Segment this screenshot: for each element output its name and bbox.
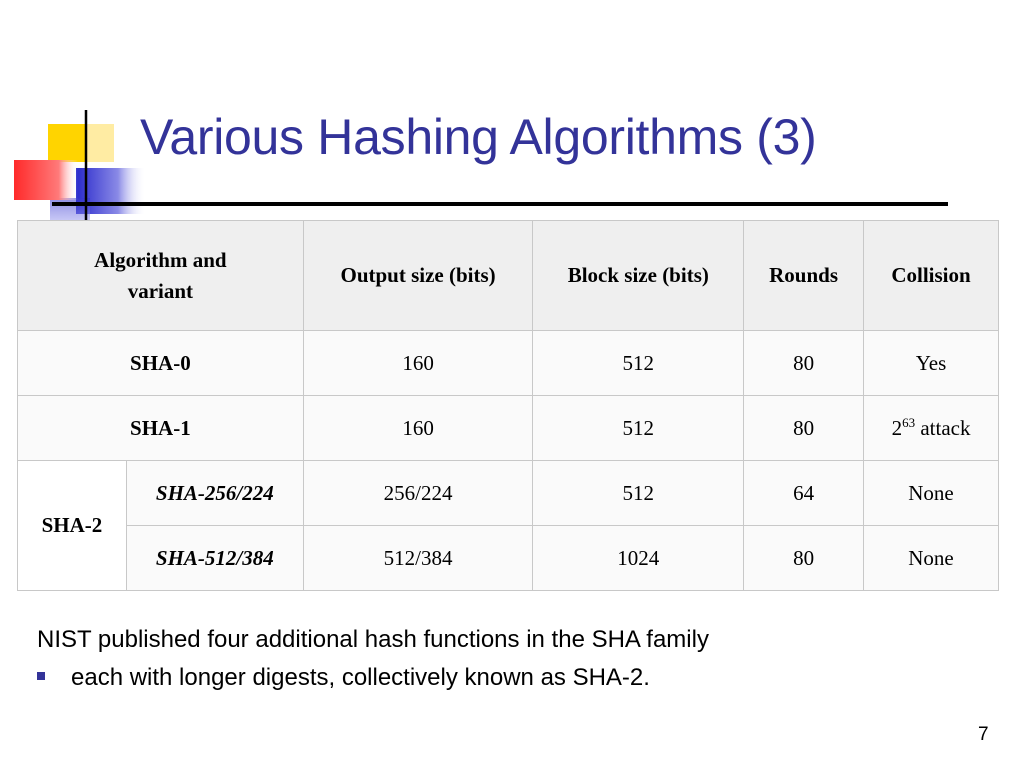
- cell-algorithm: SHA-0: [18, 331, 304, 396]
- header-collision: Collision: [864, 221, 999, 331]
- header-algorithm: Algorithm and variant: [18, 221, 304, 331]
- cell-collision: None: [864, 461, 999, 526]
- table-row-sha1: [18, 396, 999, 461]
- cell-rounds: 64: [744, 461, 864, 526]
- decorative-squares-logo: [0, 0, 150, 230]
- cell-block-size: 512: [533, 396, 744, 461]
- cell-rounds: 80: [744, 331, 864, 396]
- cell-collision: Yes: [864, 331, 999, 396]
- cell-collision: None: [864, 526, 999, 591]
- cell-collision: [864, 396, 999, 461]
- cell-block-size: 1024: [533, 526, 744, 591]
- header-block-size: Block size (bits): [533, 221, 744, 331]
- hash-algorithms-table: [17, 220, 999, 591]
- table-row-sha256: [18, 461, 999, 526]
- cell-output-size: 512/384: [303, 526, 533, 591]
- table-row-sha0: [18, 331, 999, 396]
- cell-rounds: 80: [744, 526, 864, 591]
- cell-rounds: 80: [744, 396, 864, 461]
- bullet-text: each with longer digests, collectively known as SHA-2.: [71, 664, 650, 691]
- cell-output-size: 256/224: [303, 461, 533, 526]
- table-row-sha512: [18, 526, 999, 591]
- cell-block-size: 512: [533, 331, 744, 396]
- title-underline: [52, 202, 948, 206]
- header-output-size: Output size (bits): [303, 221, 533, 331]
- table-header-row: [18, 221, 999, 331]
- bullet-item: [37, 664, 650, 692]
- cell-variant: SHA-256/224: [126, 461, 303, 526]
- cell-family-sha2: SHA-2: [18, 461, 127, 591]
- collision-base: 2: [891, 415, 903, 440]
- bullet-square-icon: [37, 672, 45, 680]
- header-rounds: Rounds: [744, 221, 864, 331]
- page-number: 7: [978, 724, 989, 745]
- collision-exponent: 63: [902, 414, 916, 430]
- cell-output-size: 160: [303, 396, 533, 461]
- body-paragraph: NIST published four additional hash functions in the SHA family: [37, 626, 709, 653]
- cell-block-size: 512: [533, 461, 744, 526]
- slide-title: Various Hashing Algorithms (3): [140, 109, 817, 165]
- cell-output-size: 160: [303, 331, 533, 396]
- cell-algorithm: SHA-1: [18, 396, 304, 461]
- cell-variant: SHA-512/384: [126, 526, 303, 591]
- collision-suffix: attack: [915, 415, 971, 440]
